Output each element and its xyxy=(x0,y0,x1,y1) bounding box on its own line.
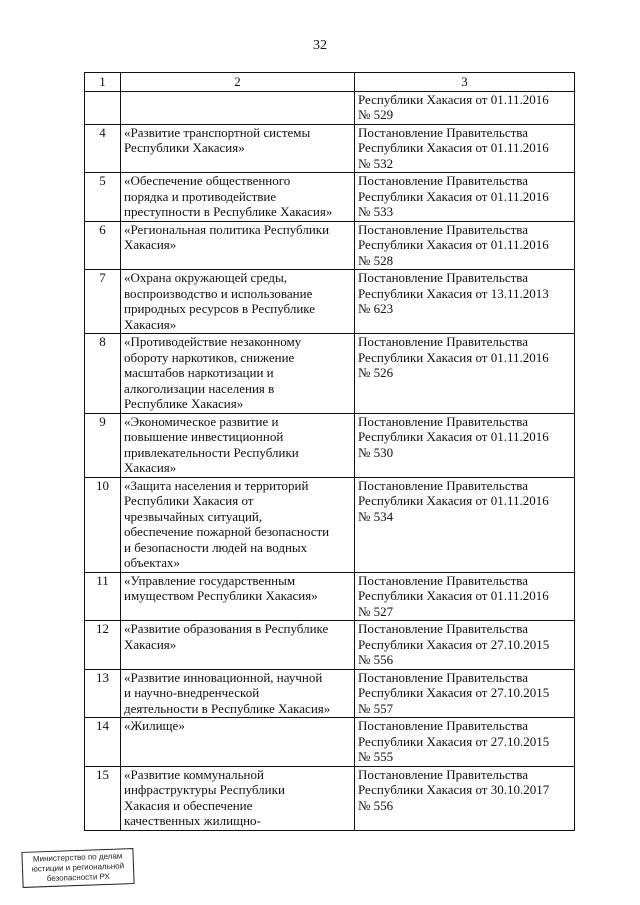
row-number: 7 xyxy=(85,270,121,334)
program-name: «Развитие коммунальной инфраструктуры Республики Хакасия и обеспечение качественных жилищно- xyxy=(121,766,355,830)
row-number: 13 xyxy=(85,669,121,718)
approving-document: Постановление Правительства Республики Хакасия от 01.11.2016 № 528 xyxy=(355,221,575,270)
program-name: «Обеспечение общественного порядка и противодействие преступности в Республике Хакасия» xyxy=(121,173,355,222)
row-number: 9 xyxy=(85,413,121,477)
table-row xyxy=(85,173,575,222)
table-row xyxy=(85,477,575,572)
program-name: «Защита населения и территорий Республики Хакасия от чрезвычайных ситуаций, обеспечение пожарной безопасности и безопасности людей на водных объектах» xyxy=(121,477,355,572)
approving-document: Постановление Правительства Республики Хакасия от 30.10.2017 № 556 xyxy=(355,766,575,830)
table-header-row xyxy=(85,73,575,92)
approving-document: Постановление Правительства Республики Хакасия от 27.10.2015 № 555 xyxy=(355,718,575,767)
row-number: 5 xyxy=(85,173,121,222)
program-name: «Жилище» xyxy=(121,718,355,767)
row-number: 6 xyxy=(85,221,121,270)
table-row xyxy=(85,221,575,270)
approving-document: Постановление Правительства Республики Хакасия от 01.11.2016 № 526 xyxy=(355,334,575,414)
row-number: 8 xyxy=(85,334,121,414)
registration-stamp: Министерство по делам юстиции и региональной безопасности РХ xyxy=(21,848,134,888)
approving-document: Постановление Правительства Республики Хакасия от 01.11.2016 № 530 xyxy=(355,413,575,477)
row-number: 11 xyxy=(85,572,121,621)
program-name xyxy=(121,91,355,124)
approving-document: Постановление Правительства Республики Хакасия от 27.10.2015 № 557 xyxy=(355,669,575,718)
row-number: 14 xyxy=(85,718,121,767)
table-row xyxy=(85,572,575,621)
column-header: 2 xyxy=(121,73,355,92)
table-row xyxy=(85,413,575,477)
column-header: 3 xyxy=(355,73,575,92)
program-name: «Региональная политика Республики Хакасия» xyxy=(121,221,355,270)
approving-document: Республики Хакасия от 01.11.2016 № 529 xyxy=(355,91,575,124)
programs-table xyxy=(84,72,575,831)
row-number: 4 xyxy=(85,124,121,173)
table-row xyxy=(85,718,575,767)
program-name: «Охрана окружающей среды, воспроизводство и использование природных ресурсов в Республике Хакасия» xyxy=(121,270,355,334)
program-name: «Развитие инновационной, научной и научно-внедренческой деятельности в Республике Хакасия» xyxy=(121,669,355,718)
program-name: «Экономическое развитие и повышение инвестиционной привлекательности Республики Хакасия» xyxy=(121,413,355,477)
row-number: 15 xyxy=(85,766,121,830)
approving-document: Постановление Правительства Республики Хакасия от 01.11.2016 № 534 xyxy=(355,477,575,572)
approving-document: Постановление Правительства Республики Хакасия от 13.11.2013 № 623 xyxy=(355,270,575,334)
approving-document: Постановление Правительства Республики Хакасия от 01.11.2016 № 532 xyxy=(355,124,575,173)
table-row xyxy=(85,669,575,718)
row-number: 12 xyxy=(85,621,121,670)
program-name: «Развитие транспортной системы Республики Хакасия» xyxy=(121,124,355,173)
program-name: «Развитие образования в Республике Хакасия» xyxy=(121,621,355,670)
table-row xyxy=(85,91,575,124)
program-name: «Управление государственным имуществом Республики Хакасия» xyxy=(121,572,355,621)
page-number: 32 xyxy=(313,38,327,53)
column-header: 1 xyxy=(85,73,121,92)
approving-document: Постановление Правительства Республики Хакасия от 01.11.2016 № 527 xyxy=(355,572,575,621)
table-row xyxy=(85,270,575,334)
table-row xyxy=(85,124,575,173)
row-number: 10 xyxy=(85,477,121,572)
program-name: «Противодействие незаконному обороту наркотиков, снижение масштабов наркотизации и алкоголизации населения в Республике Хакасия» xyxy=(121,334,355,414)
approving-document: Постановление Правительства Республики Хакасия от 27.10.2015 № 556 xyxy=(355,621,575,670)
approving-document: Постановление Правительства Республики Хакасия от 01.11.2016 № 533 xyxy=(355,173,575,222)
table-row xyxy=(85,334,575,414)
table-row xyxy=(85,621,575,670)
row-number xyxy=(85,91,121,124)
table-row xyxy=(85,766,575,830)
